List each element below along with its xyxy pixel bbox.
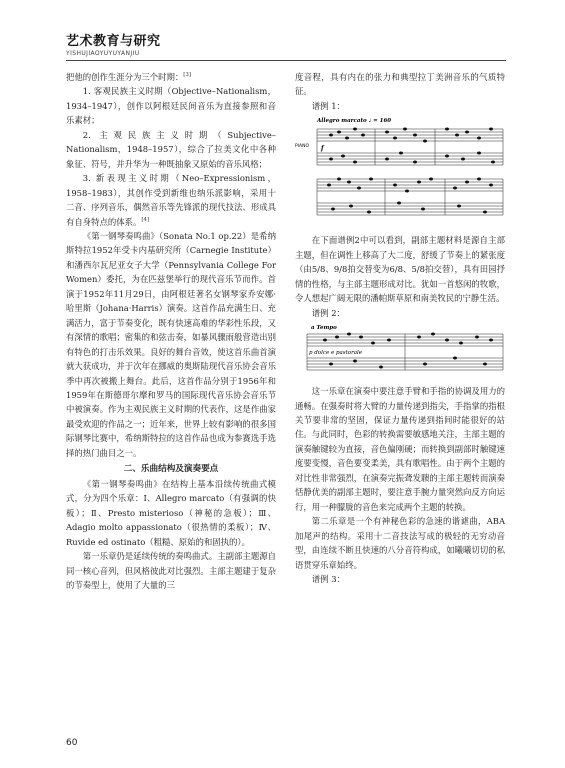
paragraph: 2. 主观民族主义时期（Subjective–Nationalism，1948–1957），综合了拉美文化中各种象征、符号，并升华为一种既抽象又原始的音乐风格； xyxy=(66,129,276,169)
notes-system-2 xyxy=(327,178,493,214)
dynamic-marking: f xyxy=(321,145,324,153)
staff-system-2 xyxy=(317,179,503,215)
tempo-marking: a Tempo xyxy=(311,325,337,332)
paragraph: 1. 客观民族主义时期（Objective–Nationalism，1934–1947），创作以阿根廷民间音乐为直接参照和音乐素材； xyxy=(66,86,276,126)
score-example-1 xyxy=(295,115,505,227)
paragraph: 在下面谱例2中可以看到，副部主题材料是源自主部主题，但在调性上移高了大二度，舒缓了节奏上的紧张度（由5/8、9/8拍交替变为6/8、5/8拍交替），具有田园抒情的性格，与主部主题形成对比。犹如一首悠闲的牧歌，令人想起广阔无限的潘帕斯草原和南美牧民的宁静生活。 xyxy=(295,235,505,304)
section-heading: 二、乐曲结构及演奏要点 xyxy=(123,464,219,475)
example-label: 谱例 3： xyxy=(311,573,345,584)
paragraph: 《第一钢琴奏鸣曲》在结构上基本沿续传统曲式模式，分为四个乐章：Ⅰ、Allegro marcato（有强调的快板）；Ⅱ、Presto misterioso（神秘的急板）；Ⅲ、Adagio molto appassionato（很热情的柔板）；Ⅳ、Ruvide ed ostinato（粗糙、原始的和固执的）。 xyxy=(66,479,276,547)
journal-title: 艺术教育与研究 xyxy=(66,34,161,49)
tempo-marking: Allegro marcato ♩ = 160 xyxy=(317,118,392,125)
paragraph: 3. 新表现主义时期（Neo–Expressionism，1958–1983），其创作受到新维也纳乐派影响，采用十二音、序列音乐，偶然音乐等先锋派的现代技法、形成具有自身特点的体系。[4] xyxy=(66,173,276,227)
citation-ref: [4] xyxy=(141,216,150,223)
example-label: 谱例 2： xyxy=(311,307,345,318)
citation-ref: [3] xyxy=(183,72,192,79)
paragraph: 第二乐章是一个有神秘色彩的急速的谐谑曲，ABA加尾声的结构。采用十二音技法写成的极轻的无穷动音型，由连续不断且快速的八分音符构成，如曦曦切切的私语贯穿乐章始终。 xyxy=(295,516,505,570)
left-column xyxy=(66,70,276,593)
paragraph: 把他的创作生涯分为三个时期：[3] xyxy=(66,72,192,82)
notes-system-1 xyxy=(329,128,495,164)
paragraph: 《第一钢琴奏鸣曲》（Sonata No.1 op.22）是希纳斯特拉1952年受卡内基研究所（Carnegie Institute）和潘西尔瓦尼亚女子大学（Pennsylvania College For Women）委托，为在匹兹堡举行的现代音乐节而作。首演于1952年11月29日，由阿根廷著名女钢琴家乔安娜·哈里斯（Johana·Harris）演奏。这首作品充满生日、充满活力，富于节奏变化，既有快速高难的华彩性乐段，又有深情的歌唱；密集的和弦击奏，如暴风骤雨般营造出别有特色的打击乐效果。良好的舞台音效，使这首乐曲首演就大获成功，并于次年在挪威的奥斯陆现代音乐协会音乐季中再次被搬上舞台。此后，这首作品分别于1956年和1959年在斯德哥尔摩和罗马的国际现代音乐协会音乐节中被演奏。作为主观民族主义时期的代表作，这是作曲家最受欢迎的作品之一；近年来，世界上较有影响的很多国际钢琴比赛中，希纳斯特拉的这首作品也成为参赛选手选择的热门曲目之一。 xyxy=(66,230,276,458)
staff-system-1 xyxy=(317,129,503,165)
page-number: 60 xyxy=(66,738,78,748)
instrument-label: PIANO xyxy=(295,144,310,150)
paragraph: 第一乐章仍是延续传统的奏鸣曲式。主副部主题源自同一核心音列，但风格彼此对比强烈。主部主题建于复杂的节奏型上，使用了大量的三 xyxy=(66,551,276,591)
right-column xyxy=(295,70,505,586)
example-label: 谱例 1： xyxy=(311,100,345,111)
paragraph: 度音程，具有内在的张力和典型拉丁美洲音乐的气质特征。 xyxy=(295,72,505,97)
score-example-2 xyxy=(295,322,505,378)
paragraph: 这一乐章在演奏中要注意手臂和手指的协调及用力的通畅。在强奏时将大臂的力量传递到指尖，手指掌的指根关节要非常的坚固，保证力量传递到指间时能很好的站住。与此同时，色彩的转换需要敏感地关注，主部主题的演奏触键较为直接，音色偏刚硬；而转换到副部时触键速度要变慢，音色要变柔美，具有歌唱性。由于两个主题的对比性非常强烈，在演奏完振聋发聩的主部主题转而演奏恬静优美的副部主题时，要注意手腕力量突然向反方向运行，用一种朦胧的音色来完成两个主题的转换。 xyxy=(295,386,505,512)
journal-header xyxy=(66,30,161,57)
journal-subtitle: YISHUJIAOYUYUYANJIU xyxy=(66,50,140,57)
expression-marking: p dolce e pastorale xyxy=(309,350,363,357)
header-divider xyxy=(66,60,506,61)
